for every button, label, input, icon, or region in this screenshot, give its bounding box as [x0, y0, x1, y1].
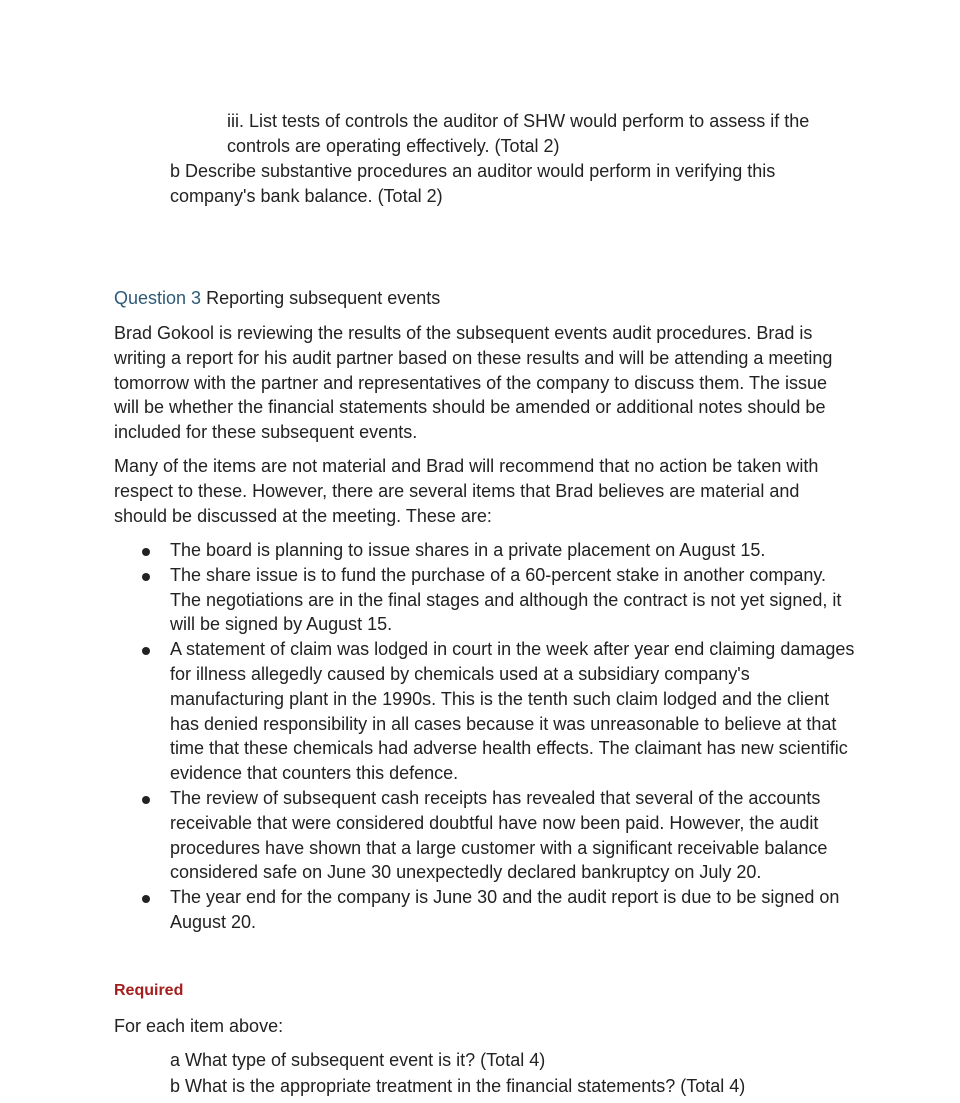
list-item-text: The board is planning to issue shares in a private placement on August 15. — [170, 540, 766, 560]
prev-question-item-b: b Describe substantive procedures an auditor would perform in verifying this company's bank balance. (Total 2) — [170, 161, 776, 206]
instruction-text: For each item above: — [114, 1016, 284, 1036]
bullet-icon — [142, 548, 150, 556]
required-label: Required — [114, 982, 184, 999]
bullet-icon — [142, 647, 150, 655]
list-item-text: The review of subsequent cash receipts has revealed that several of the accounts receivable that were considered doubtful have now been paid. However, the audit procedures have shown that a large customer with a significant receivable balance considered safe on June 30 unexpectedly declared bankruptcy on July 20. — [170, 787, 828, 883]
list-item — [114, 786, 860, 885]
question-3-heading — [114, 286, 854, 311]
list-item — [114, 563, 860, 637]
subsequent-events-list — [114, 538, 860, 935]
prev-question-item-iii: iii. List tests of controls the auditor of SHW would perform to assess if the controls are operating effectively. (Total 2) — [227, 111, 810, 156]
list-item — [114, 538, 860, 563]
question-3-title: Reporting subsequent events — [206, 288, 441, 308]
list-item — [114, 885, 860, 935]
sub-question-a: a What type of subsequent event is it? (Total 4) — [170, 1050, 546, 1070]
scenario-paragraph-2: Many of the items are not material and Brad will recommend that no action be taken with respect to these. However, there are several items that Brad believes are material and should be discussed at the meeting. These are: — [114, 456, 819, 526]
list-item-text: The share issue is to fund the purchase of a 60-percent stake in another company. The negotiations are in the final stages and although the contract is not yet signed, it will be signed by August 15. — [170, 564, 842, 635]
list-item-text: A statement of claim was lodged in court in the week after year end claiming damages for illness allegedly caused by chemicals used at a subsidiary company's manufacturing plant in the 1990s. This is the tenth such claim lodged and the client has denied responsibility in all cases because it was unreasonable to believe at that time that these chemicals had adverse health effects. The claimant has new scientific evidence that counters this defence. — [170, 639, 855, 784]
bullet-icon — [142, 796, 150, 804]
list-item-text: The year end for the company is June 30 and the audit report is due to be signed on August 20. — [170, 887, 840, 932]
bullet-icon — [142, 573, 150, 581]
bullet-icon — [142, 895, 150, 903]
scenario-paragraph-1: Brad Gokool is reviewing the results of the subsequent events audit procedures. Brad is writing a report for his audit partner based on these results and will be attending a meeting tomorrow with the partner and representatives of the company to discuss them. The issue will be whether the financial statements should be amended or additional notes should be included for these subsequent events. — [114, 323, 833, 443]
list-item — [114, 637, 860, 786]
question-3-number: Question 3 — [114, 288, 202, 308]
sub-question-b: b What is the appropriate treatment in the financial statements? (Total 4) — [170, 1076, 746, 1096]
